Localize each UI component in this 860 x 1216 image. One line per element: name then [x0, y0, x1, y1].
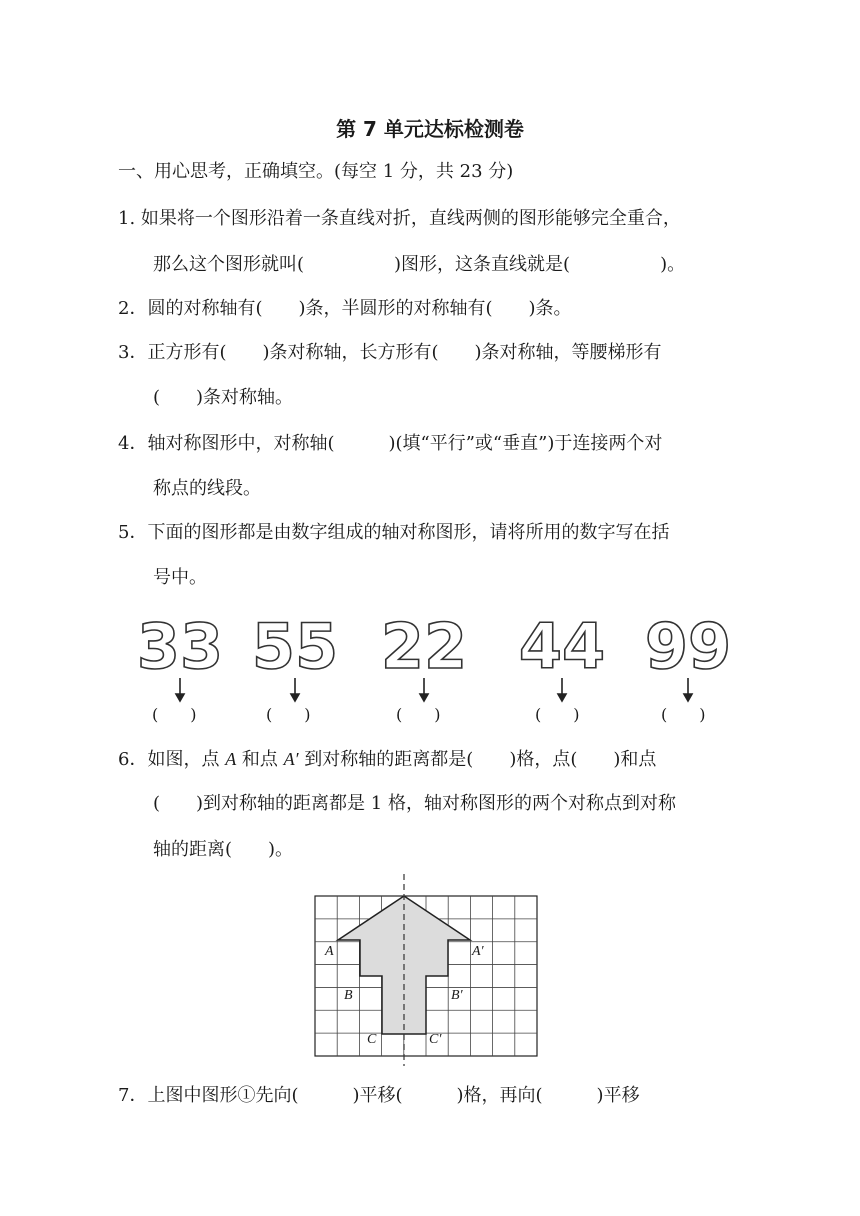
label-a-prime: A′: [472, 944, 484, 959]
figure-55: [252, 610, 338, 683]
question-4-line-1: 4．轴对称图形中，对称轴( )(填“平行”或“垂直”)于连接两个对: [118, 433, 663, 454]
grid-arrow-figure: [300, 870, 550, 1070]
label-c: C: [367, 1032, 377, 1047]
figure-22: [381, 610, 467, 683]
section-heading: 一、用心思考，正确填空。(每空 1 分，共 23 分): [118, 161, 514, 182]
point-a-label: A: [225, 749, 237, 769]
answer-blank-4[interactable]: ( ): [535, 705, 580, 724]
label-b-prime: B′: [451, 988, 463, 1003]
question-7-line-1: 7．上图中图形①先向( )平移( )格，再向( )平移: [118, 1085, 640, 1106]
question-6-line-2: ( )到对称轴的距离都是 1 格，轴对称图形的两个对称点到对称: [153, 793, 676, 814]
question-6-line-3: 轴的距离( )。: [153, 839, 294, 860]
glyph-55: 55: [251, 610, 339, 683]
question-3-line-1: 3．正方形有( )条对称轴，长方形有( )条对称轴，等腰梯形有: [118, 342, 662, 363]
answer-blank-3[interactable]: ( ): [396, 705, 441, 724]
glyph-22: 22: [380, 610, 468, 683]
question-5-line-1: 5．下面的图形都是由数字组成的轴对称图形，请将所用的数字写在括: [118, 522, 670, 543]
glyph-44: 44: [518, 610, 606, 683]
figure-33: [137, 610, 223, 683]
question-1-line-2: 那么这个图形就叫( )图形，这条直线就是( )。: [153, 254, 686, 275]
page-title: 第 7 单元达标检测卷: [336, 117, 524, 141]
question-2-line-1: 2．圆的对称轴有( )条，半圆形的对称轴有( )条。: [118, 298, 572, 319]
question-6-text-c: 到对称轴的距离都是( )格，点( )和点: [298, 749, 657, 770]
answer-blank-2[interactable]: ( ): [266, 705, 311, 724]
figure-99: [645, 610, 731, 683]
point-a-prime-label: A′: [283, 749, 299, 769]
question-1-line-1: 1. 如果将一个图形沿着一条直线对折，直线两侧的图形能够完全重合，: [118, 208, 681, 229]
label-c-prime: C′: [429, 1032, 442, 1047]
label-a: A: [325, 944, 334, 959]
figure-44: [519, 610, 605, 683]
question-5-line-2: 号中。: [153, 567, 207, 588]
question-6-line-1: [118, 747, 656, 772]
label-b: B: [344, 988, 353, 1003]
question-6-text-a: 6．如图，点: [118, 749, 226, 770]
question-6-text-b: 和点: [236, 749, 284, 770]
glyph-99: 99: [644, 610, 732, 683]
glyph-33: 33: [136, 610, 224, 683]
answer-blank-1[interactable]: ( ): [152, 705, 197, 724]
answer-blank-5[interactable]: ( ): [661, 705, 706, 724]
question-3-line-2: ( )条对称轴。: [153, 387, 294, 408]
question-4-line-2: 称点的线段。: [153, 478, 261, 499]
